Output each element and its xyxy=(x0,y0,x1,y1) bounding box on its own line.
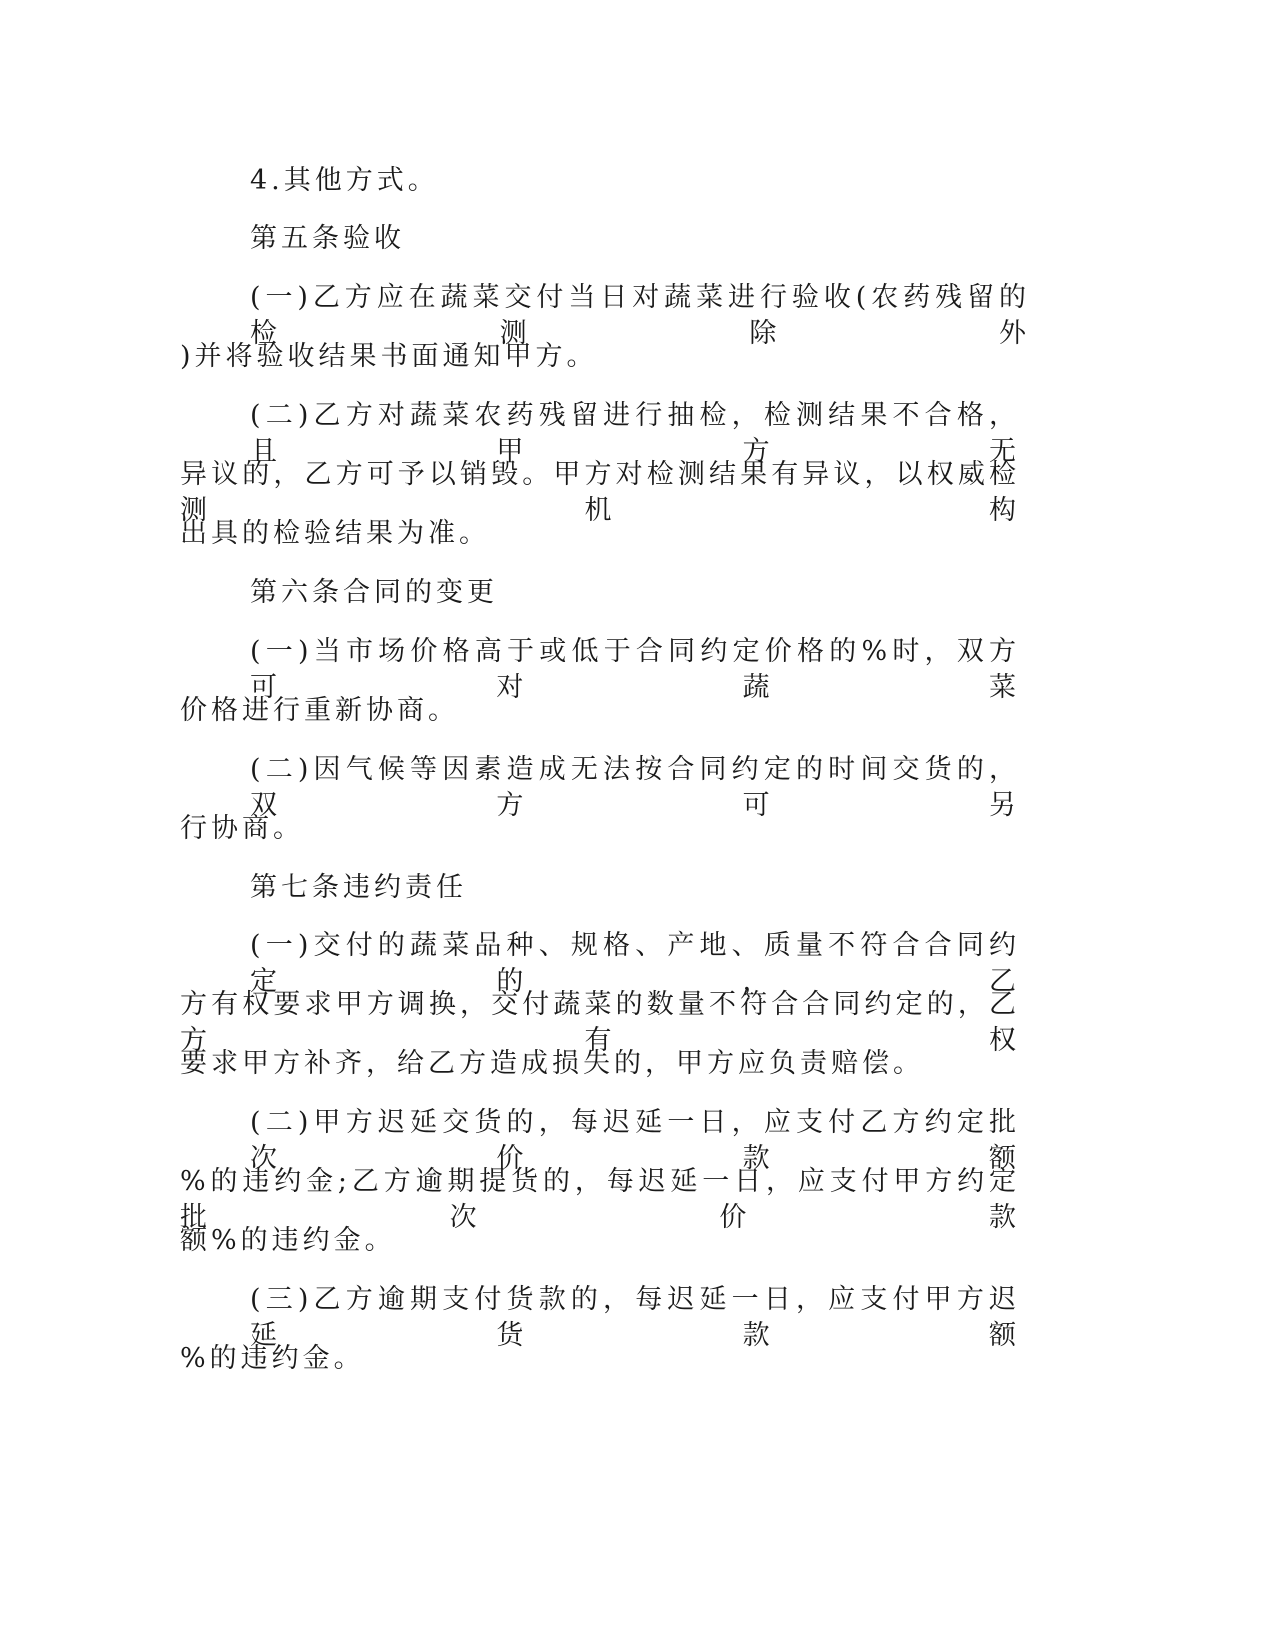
paragraph-line: 出具的检验结果为准。 xyxy=(180,518,490,549)
paragraph-line: 额%的违约金。 xyxy=(180,1225,396,1256)
article-6-heading: 第六条合同的变更 xyxy=(250,577,498,608)
paragraph-line: %的违约金。 xyxy=(180,1343,365,1374)
paragraph-line: (一)交付的蔬菜品种、规格、产地、质量不符合合同约定的，乙 xyxy=(250,930,1020,997)
list-item-other-methods: 4.其他方式。 xyxy=(250,165,439,196)
paragraph-line: 要求甲方补齐，给乙方造成损失的，甲方应负责赔偿。 xyxy=(180,1048,924,1079)
article-5-heading: 第五条验收 xyxy=(250,223,405,254)
paragraph-line: (一)当市场价格高于或低于合同约定价格的%时，双方可对蔬菜 xyxy=(250,636,1020,703)
paragraph-line: (一)乙方应在蔬菜交付当日对蔬菜进行验收(农药残留的检测除外 xyxy=(250,282,1030,349)
paragraph-line: (二)乙方对蔬菜农药残留进行抽检，检测结果不合格，且甲方无 xyxy=(250,400,1020,467)
paragraph-line: (二)甲方迟延交货的，每迟延一日，应支付乙方约定批次价款额 xyxy=(250,1107,1020,1174)
article-7-heading: 第七条违约责任 xyxy=(250,872,467,903)
paragraph-line: %的违约金;乙方逾期提货的，每迟延一日，应支付甲方约定批次价款 xyxy=(180,1166,1020,1233)
paragraph-line: (三)乙方逾期支付货款的，每迟延一日，应支付甲方迟延货款额 xyxy=(250,1284,1020,1351)
paragraph-line: 异议的，乙方可予以销毁。甲方对检测结果有异议，以权威检测机构 xyxy=(180,459,1020,526)
paragraph-line: 方有权要求甲方调换，交付蔬菜的数量不符合合同约定的，乙方有权 xyxy=(180,989,1020,1056)
paragraph-line: )并将验收结果书面通知甲方。 xyxy=(180,341,598,372)
paragraph-line: 价格进行重新协商。 xyxy=(180,695,459,726)
paragraph-line: (二)因气候等因素造成无法按合同约定的时间交货的，双方可另 xyxy=(250,754,1020,821)
paragraph-line: 行协商。 xyxy=(180,813,304,844)
